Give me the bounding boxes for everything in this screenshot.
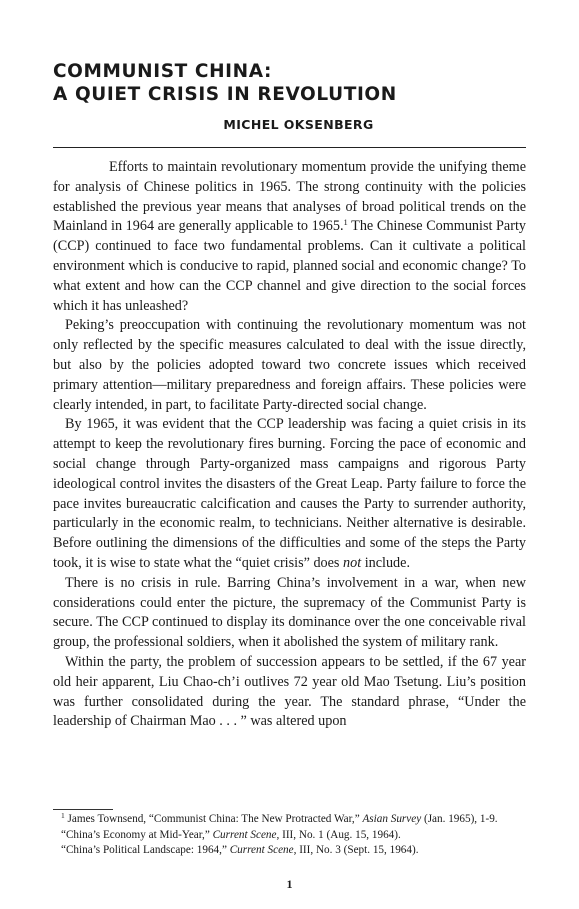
paragraph-3-text-cont: include. bbox=[364, 554, 410, 571]
footnote-3 bbox=[53, 843, 526, 859]
article-body bbox=[53, 158, 526, 732]
footnote-1-marker: 1 bbox=[61, 811, 65, 820]
footnote-2-text: “China’s Economy at Mid-Year,” bbox=[61, 828, 210, 841]
footnote-1-journal: Asian Survey bbox=[362, 813, 422, 825]
footnote-2-journal: Current Scene, bbox=[212, 828, 280, 841]
paragraph-3-text: By 1965, it was evident that the CCP leadership was facing a quiet crisis in its attempt to keep the revolutionary fires burning. Forcing the pace of economic and social change through Party-organized mass campaigns and rigorous Party ideological control invites the disasters of the Great Leap. Party failure to force the pace invites bureaucratic calcification and causes the Party to surrender authority, particularly in the economic realm, to technicians. Neither alternative is desirable. Before outlining the dimensions of the difficulties and some of the steps the Party took, it is wise to state what the “quiet crisis” does bbox=[53, 416, 526, 571]
footnote-1 bbox=[53, 812, 526, 828]
paragraph-1 bbox=[53, 158, 526, 316]
footnote-2-details: III, No. 1 (Aug. 15, 1964). bbox=[282, 828, 401, 841]
emphasis-not: not bbox=[343, 554, 362, 571]
header-divider bbox=[53, 147, 526, 148]
footnotes bbox=[53, 812, 526, 859]
page-number: 1 bbox=[286, 877, 293, 891]
paragraph-3 bbox=[53, 415, 526, 573]
article-title bbox=[53, 60, 397, 106]
paragraph-4: There is no crisis in rule. Barring China’s involvement in a war, when new considerations could enter the picture, the supremacy of the Communist Party is secure. The CCP continued to display its dominance over the one conceivable rival group, the professional soldiers, when it abolished the system of military rank. bbox=[53, 574, 526, 651]
footnote-divider bbox=[53, 809, 113, 810]
title-line-1: COMMUNIST CHINA: bbox=[53, 61, 272, 82]
paragraph-2: Peking’s preoccupation with continuing the revolutionary momentum was not only reflected by the specific measures calculated to deal with the issue directly, but also by the policies adopted toward two concrete issues which received primary attention—military preparedness and foreign affairs. These policies were clearly intended, in part, to facilitate Party-directed social change. bbox=[53, 317, 526, 413]
footnote-3-details: III, No. 3 (Sept. 15, 1964). bbox=[299, 844, 419, 857]
footnote-1-details: (Jan. 1965), 1-9. bbox=[423, 813, 498, 825]
footnote-3-text: “China’s Political Landscape: 1964,” bbox=[61, 844, 227, 857]
paragraph-1-text-cont: The Chinese Communist Party (CCP) continued to face two fundamental problems. Can it cultivate a political environment which is conducive to rapid, planned social and economic change? To what extent and how can the CCP channel and give direction to the social forces which it has unleashed? bbox=[53, 218, 526, 314]
footnote-1-text: James Townsend, “Communist China: The New Protracted War,” bbox=[67, 813, 360, 825]
footnote-2 bbox=[53, 828, 526, 844]
paragraph-5: Within the party, the problem of succession appears to be settled, if the 67 year old heir apparent, Liu Chao-ch’i outlives 72 year old Mao Tsetung. Liu’s position was further consolidated during the year. The standard phrase, “Under the leadership of Chairman Mao . . . ” was altered upon bbox=[53, 653, 526, 730]
footnote-3-journal: Current Scene, bbox=[229, 844, 297, 857]
footnote-ref-1: 1 bbox=[343, 217, 348, 228]
paragraph-1-text: Efforts to maintain revolutionary momentum provide the unifying theme for analysis of Chinese politics in 1965. The strong continuity with the policies established the previous year means that analyses of broad political trends on the Mainland in 1964 are generally applicable to 1965. bbox=[53, 159, 526, 235]
title-line-2: A QUIET CRISIS IN REVOLUTION bbox=[53, 84, 397, 105]
author-name: MICHEL OKSENBERG bbox=[223, 117, 374, 132]
